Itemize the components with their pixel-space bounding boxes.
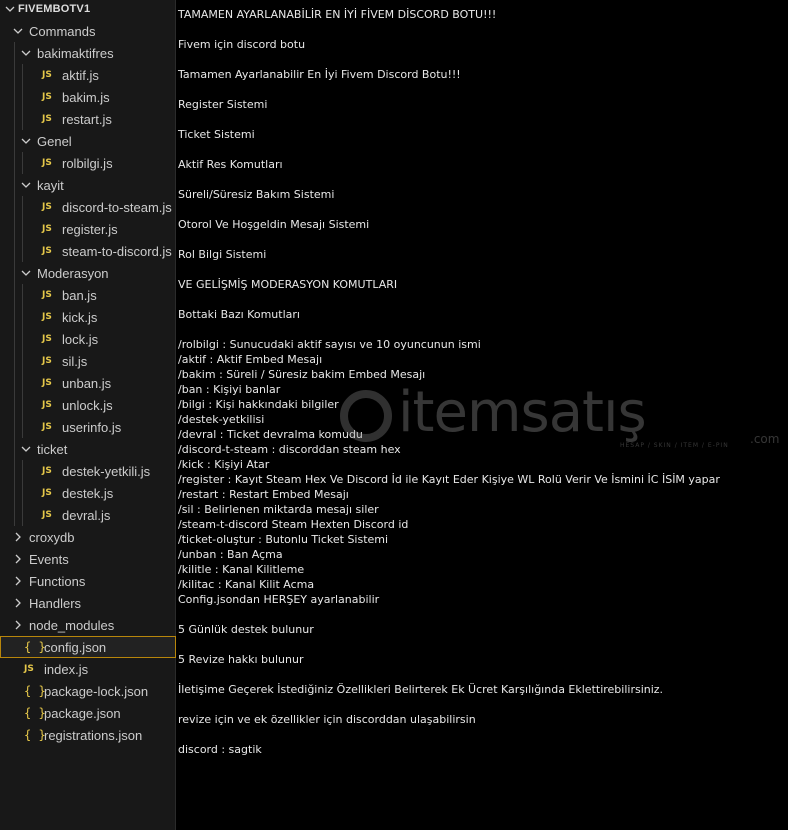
- explorer-item-label: register.js: [62, 221, 118, 237]
- explorer-folder-item[interactable]: [0, 548, 176, 570]
- explorer-item-label: rolbilgi.js: [62, 155, 113, 171]
- explorer-item-label: Commands: [29, 23, 96, 39]
- explorer-item-label: index.js: [44, 661, 89, 677]
- explorer-file-item[interactable]: [0, 350, 176, 372]
- explorer-item-label: Handlers: [29, 595, 82, 611]
- explorer-folder-item[interactable]: [0, 570, 176, 592]
- js-file-icon: JS: [42, 510, 52, 520]
- js-file-icon: JS: [42, 356, 52, 366]
- explorer-item-label: aktif.js: [62, 67, 99, 83]
- content-line: VE GELİŞMİŞ MODERASYON KOMUTLARI: [178, 278, 398, 291]
- explorer-item-label: destek.js: [62, 485, 114, 501]
- explorer-file-item[interactable]: [0, 482, 176, 504]
- explorer-item-label: node_modules: [29, 617, 115, 633]
- indent-guide: [22, 284, 23, 438]
- watermark: [338, 380, 788, 460]
- js-file-icon: JS: [42, 378, 52, 388]
- chevron-right-icon: [10, 595, 26, 611]
- explorer-root-label: FIVEMBOTV1: [18, 3, 91, 15]
- explorer-file-item[interactable]: [0, 306, 176, 328]
- content-line: 5 Günlük destek bulunur: [178, 623, 314, 636]
- explorer-file-item[interactable]: [0, 658, 176, 680]
- explorer-item-label: lock.js: [62, 331, 99, 347]
- js-file-icon: JS: [42, 114, 52, 124]
- content-line: Fivem için discord botu: [178, 38, 306, 51]
- chevron-down-icon: [10, 23, 26, 39]
- js-file-icon: JS: [42, 202, 52, 212]
- content-line: 5 Revize hakkı bulunur: [178, 653, 304, 666]
- content-line: /unban : Ban Açma: [178, 548, 283, 561]
- explorer-file-item[interactable]: [0, 284, 176, 306]
- content-line: Config.jsondan HERŞEY ayarlanabilir: [178, 593, 380, 606]
- explorer-item-label: ban.js: [62, 287, 97, 303]
- indent-guide: [22, 460, 23, 526]
- content-line: /register : Kayıt Steam Hex Ve Discord İd ile Kayıt Eder Kişiye WL Rolü Verir Ve İsmini İC İSİM yapar: [178, 473, 720, 486]
- content-line: /kick : Kişiyi Atar: [178, 458, 270, 471]
- explorer-folder-item[interactable]: [0, 42, 176, 64]
- explorer-folder-item[interactable]: [0, 526, 176, 548]
- json-file-icon: { }: [24, 640, 46, 654]
- chevron-right-icon: [10, 529, 26, 545]
- indent-guide: [22, 64, 23, 130]
- explorer-item-label: steam-to-discord.js: [62, 243, 172, 259]
- explorer-file-item[interactable]: [0, 636, 176, 658]
- chevron-down-icon: [18, 441, 34, 457]
- explorer-item-label: destek-yetkili.js: [62, 463, 151, 479]
- content-line: /ticket-oluştur : Butonlu Ticket Sistemi: [178, 533, 389, 546]
- js-file-icon: JS: [42, 400, 52, 410]
- content-line: /discord-t-steam : discorddan steam hex: [178, 443, 401, 456]
- explorer-item-label: Genel: [37, 133, 72, 149]
- js-file-icon: JS: [42, 334, 52, 344]
- explorer-file-item[interactable]: [0, 416, 176, 438]
- js-file-icon: JS: [42, 70, 52, 80]
- explorer-item-label: discord-to-steam.js: [62, 199, 172, 215]
- chevron-down-icon: [18, 133, 34, 149]
- explorer-folder-item[interactable]: [0, 614, 176, 636]
- explorer-item-label: userinfo.js: [62, 419, 122, 435]
- explorer-item-label: Functions: [29, 573, 86, 589]
- js-file-icon: JS: [42, 246, 52, 256]
- json-file-icon: { }: [24, 706, 46, 720]
- explorer-root-folder[interactable]: [0, 0, 176, 20]
- content-line: /bakim : Süreli / Süresiz bakim Embed Mesajı: [178, 368, 426, 381]
- explorer-folder-item[interactable]: [0, 130, 176, 152]
- content-line: /steam-t-discord Steam Hexten Discord id: [178, 518, 409, 531]
- json-file-icon: { }: [24, 684, 46, 698]
- explorer-file-item[interactable]: [0, 240, 176, 262]
- content-line: Aktif Res Komutları: [178, 158, 283, 171]
- chevron-down-icon: [18, 45, 34, 61]
- readme-content: [178, 0, 780, 830]
- content-line: /bilgi : Kişi hakkındaki bilgiler: [178, 398, 339, 411]
- content-line: /restart : Restart Embed Mesajı: [178, 488, 349, 501]
- explorer-file-item[interactable]: [0, 86, 176, 108]
- explorer-item-label: sil.js: [62, 353, 88, 369]
- content-line: Rol Bilgi Sistemi: [178, 248, 267, 261]
- content-line: /sil : Belirlenen miktarda mesajı siler: [178, 503, 379, 516]
- content-line: /ban : Kişiyi banlar: [178, 383, 281, 396]
- content-line: /rolbilgi : Sunucudaki aktif sayısı ve 10 oyuncunun ismi: [178, 338, 481, 351]
- explorer-item-label: devral.js: [62, 507, 111, 523]
- chevron-down-icon: [18, 265, 34, 281]
- content-line: Süreli/Süresiz Bakım Sistemi: [178, 188, 335, 201]
- explorer-item-label: restart.js: [62, 111, 112, 127]
- explorer-file-item[interactable]: [0, 218, 176, 240]
- explorer-item-label: unlock.js: [62, 397, 113, 413]
- chevron-right-icon: [10, 551, 26, 567]
- explorer-item-label: ticket: [37, 441, 68, 457]
- chevron-right-icon: [10, 617, 26, 633]
- explorer-folder-item[interactable]: [0, 174, 176, 196]
- explorer-file-item[interactable]: [0, 724, 176, 746]
- chevron-right-icon: [10, 573, 26, 589]
- explorer-item-label: package-lock.json: [44, 683, 149, 699]
- explorer-item-label: Events: [29, 551, 69, 567]
- content-line: Register Sistemi: [178, 98, 268, 111]
- explorer-item-label: unban.js: [62, 375, 112, 391]
- explorer-item-label: croxydb: [29, 529, 75, 545]
- explorer-folder-item[interactable]: [0, 592, 176, 614]
- content-line: Bottaki Bazı Komutları: [178, 308, 300, 321]
- content-line: TAMAMEN AYARLANABİLİR EN İYİ FİVEM DİSCORD BOTU!!!: [178, 8, 497, 21]
- indent-guide: [22, 196, 23, 262]
- explorer-item-label: bakim.js: [62, 89, 110, 105]
- content-line: Ticket Sistemi: [178, 128, 255, 141]
- explorer-file-item[interactable]: [0, 328, 176, 350]
- explorer-file-item[interactable]: [0, 460, 176, 482]
- content-line: İletişime Geçerek İstediğiniz Özellikleri Belirterek Ek Ücret Karşılığında Eklettirebilirsiniz.: [178, 683, 664, 696]
- content-line: /destek-yetkilisi: [178, 413, 265, 426]
- indent-guide: [14, 42, 15, 526]
- content-line: /devral : Ticket devralma komudu: [178, 428, 363, 441]
- explorer-item-label: config.json: [44, 639, 107, 655]
- content-line: Otorol Ve Hoşgeldin Mesajı Sistemi: [178, 218, 370, 231]
- explorer-file-item[interactable]: [0, 372, 176, 394]
- explorer-item-label: Moderasyon: [37, 265, 109, 281]
- js-file-icon: JS: [42, 224, 52, 234]
- explorer-item-label: package.json: [44, 705, 121, 721]
- explorer-file-item[interactable]: [0, 64, 176, 86]
- json-file-icon: { }: [24, 728, 46, 742]
- file-explorer: [0, 0, 176, 830]
- explorer-item-label: bakimaktifres: [37, 45, 114, 61]
- js-file-icon: JS: [42, 290, 52, 300]
- js-file-icon: JS: [42, 466, 52, 476]
- js-file-icon: JS: [42, 488, 52, 498]
- js-file-icon: JS: [42, 422, 52, 432]
- explorer-file-item[interactable]: [0, 152, 176, 174]
- content-line: discord : sagtik: [178, 743, 262, 756]
- watermark-suffix: .com: [750, 432, 780, 446]
- explorer-folder-item[interactable]: [0, 20, 176, 42]
- content-line: /aktif : Aktif Embed Mesajı: [178, 353, 323, 366]
- content-line: revize için ve ek özellikler için discorddan ulaşabilirsin: [178, 713, 476, 726]
- chevron-down-icon: [18, 177, 34, 193]
- chevron-down-icon: [2, 1, 18, 17]
- explorer-item-label: kayit: [37, 177, 64, 193]
- js-file-icon: JS: [42, 158, 52, 168]
- content-line: Tamamen Ayarlanabilir En İyi Fivem Discord Botu!!!: [178, 68, 461, 81]
- watermark-tagline: HESAP / SKIN / ITEM / E-PIN: [620, 442, 729, 449]
- explorer-file-item[interactable]: [0, 196, 176, 218]
- explorer-folder-item[interactable]: [0, 438, 176, 460]
- js-file-icon: JS: [42, 92, 52, 102]
- explorer-file-item[interactable]: [0, 702, 176, 724]
- js-file-icon: JS: [24, 664, 34, 674]
- watermark-brand: itemsatış: [398, 380, 646, 445]
- content-line: /kilitle : Kanal Kilitleme: [178, 563, 305, 576]
- js-file-icon: JS: [42, 312, 52, 322]
- explorer-file-item[interactable]: [0, 680, 176, 702]
- indent-guide: [22, 152, 23, 174]
- content-line: /kilitac : Kanal Kilit Acma: [178, 578, 315, 591]
- explorer-item-label: registrations.json: [44, 727, 143, 743]
- explorer-file-item[interactable]: [0, 504, 176, 526]
- explorer-file-item[interactable]: [0, 394, 176, 416]
- explorer-file-item[interactable]: [0, 108, 176, 130]
- explorer-item-label: kick.js: [62, 309, 98, 325]
- explorer-folder-item[interactable]: [0, 262, 176, 284]
